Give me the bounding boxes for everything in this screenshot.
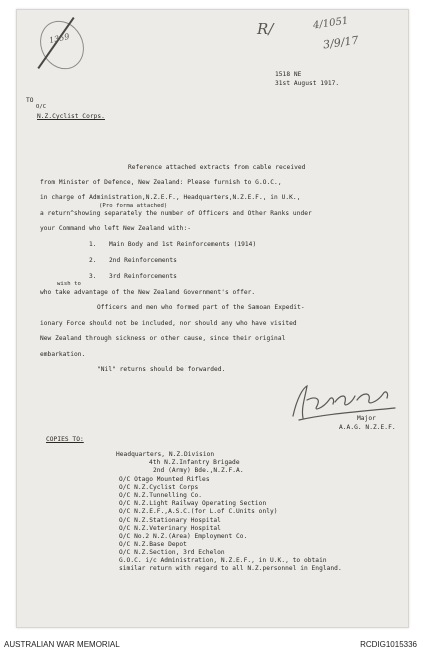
document-date: 31st August 1917.: [275, 80, 340, 87]
copy-recipient: O/C N.Z.Base Depot: [119, 541, 187, 548]
handwritten-date: 3/9/17: [322, 33, 360, 52]
copy-recipient: O/C N.Z.E.F.,A.S.C.(for L.of C.Units only): [119, 508, 278, 515]
copy-recipient: O/C N.Z.Light Railway Operating Section: [119, 500, 267, 507]
copy-recipient: O/C N.Z.Veterinary Hospital: [119, 525, 221, 532]
inserted-wish-to: wish to: [57, 281, 81, 287]
copy-recipient: G.O.C. i/c Administration, N.Z.E.F., in U.K., to obtain: [119, 557, 327, 564]
copy-recipient: O/C N.Z.Section, 3rd Echelon: [119, 549, 225, 556]
list-item-text: 2nd Reinforcements: [109, 257, 177, 264]
copy-recipient: similar return with regard to all N.Z.personnel in England.: [119, 565, 342, 572]
paragraph-line: a return^showing separately the number of Officers and Other Ranks under: [40, 210, 312, 217]
copy-recipient: O/C N.Z.Cyclist Corps: [119, 484, 199, 491]
document-page: [16, 9, 409, 628]
inserted-note: (Pro forma attached): [99, 203, 168, 209]
list-item-text: Main Body and 1st Reinforcements (1914): [109, 241, 257, 248]
signature: [285, 378, 403, 424]
handwritten-ref: R/: [257, 20, 274, 38]
list-item-number: 3.: [89, 273, 97, 280]
paragraph-line: ionary Force should not be included, nor should any who have visited: [40, 320, 297, 327]
list-item-number: 1.: [89, 241, 97, 248]
signatory-title: A.A.G. N.Z.E.F.: [339, 424, 396, 431]
archive-name: AUSTRALIAN WAR MEMORIAL: [4, 640, 120, 649]
addressee: N.Z.Cyclist Corps.: [37, 113, 105, 120]
archive-footer: [0, 637, 423, 654]
copy-recipient: O/C N.Z.Stationary Hospital: [119, 517, 221, 524]
paragraph-line: in charge of Administration,N.Z.E.F., Headquarters,N.Z.E.F., in U.K.,: [40, 194, 301, 201]
paragraph-line: Officers and men who formed part of the Samoan Expedit-: [97, 304, 305, 311]
handwritten-file-number: 4/1051: [312, 15, 350, 32]
paragraph-line: "Nil" returns should be forwarded.: [97, 366, 226, 373]
paragraph-line: Reference attached extracts from cable received: [128, 164, 306, 171]
reference-number: 1518 NE: [275, 71, 302, 78]
archive-id: RCDIG1015336: [360, 640, 417, 649]
paragraph-line: who take advantage of the New Zealand Government's offer.: [40, 289, 256, 296]
copy-recipient: O/C N.Z.Tunnelling Co.: [119, 492, 203, 499]
copy-recipient: O/C Otago Mounted Rifles: [119, 476, 210, 483]
paragraph-line: embarkation.: [40, 351, 86, 358]
paragraph-line: New Zealand through sickness or other cause, since their original: [40, 335, 286, 342]
circular-stamp: [32, 13, 93, 77]
copy-recipient: O/C No.2 N.Z.(Area) Employment Co.: [119, 533, 248, 540]
to-prefix: O/C: [36, 104, 47, 110]
paragraph-line: from Minister of Defence, New Zealand: Please furnish to G.O.C.,: [40, 179, 282, 186]
list-item-text: 3rd Reinforcements: [109, 273, 177, 280]
stamp-number: 1359: [48, 31, 71, 46]
copies-label: COPIES TO:: [46, 436, 84, 443]
list-item-number: 2.: [89, 257, 97, 264]
signatory-rank: Major: [357, 415, 376, 422]
paragraph-line: your Command who left New Zealand with:-: [40, 225, 192, 232]
copy-recipient: 4th N.Z.Infantry Brigade: [149, 459, 240, 466]
copy-recipient: Headquarters, N.Z.Division: [116, 451, 215, 458]
copy-recipient: 2nd (Army) Bde.,N.Z.F.A.: [153, 467, 244, 474]
to-label: TO: [26, 97, 34, 104]
